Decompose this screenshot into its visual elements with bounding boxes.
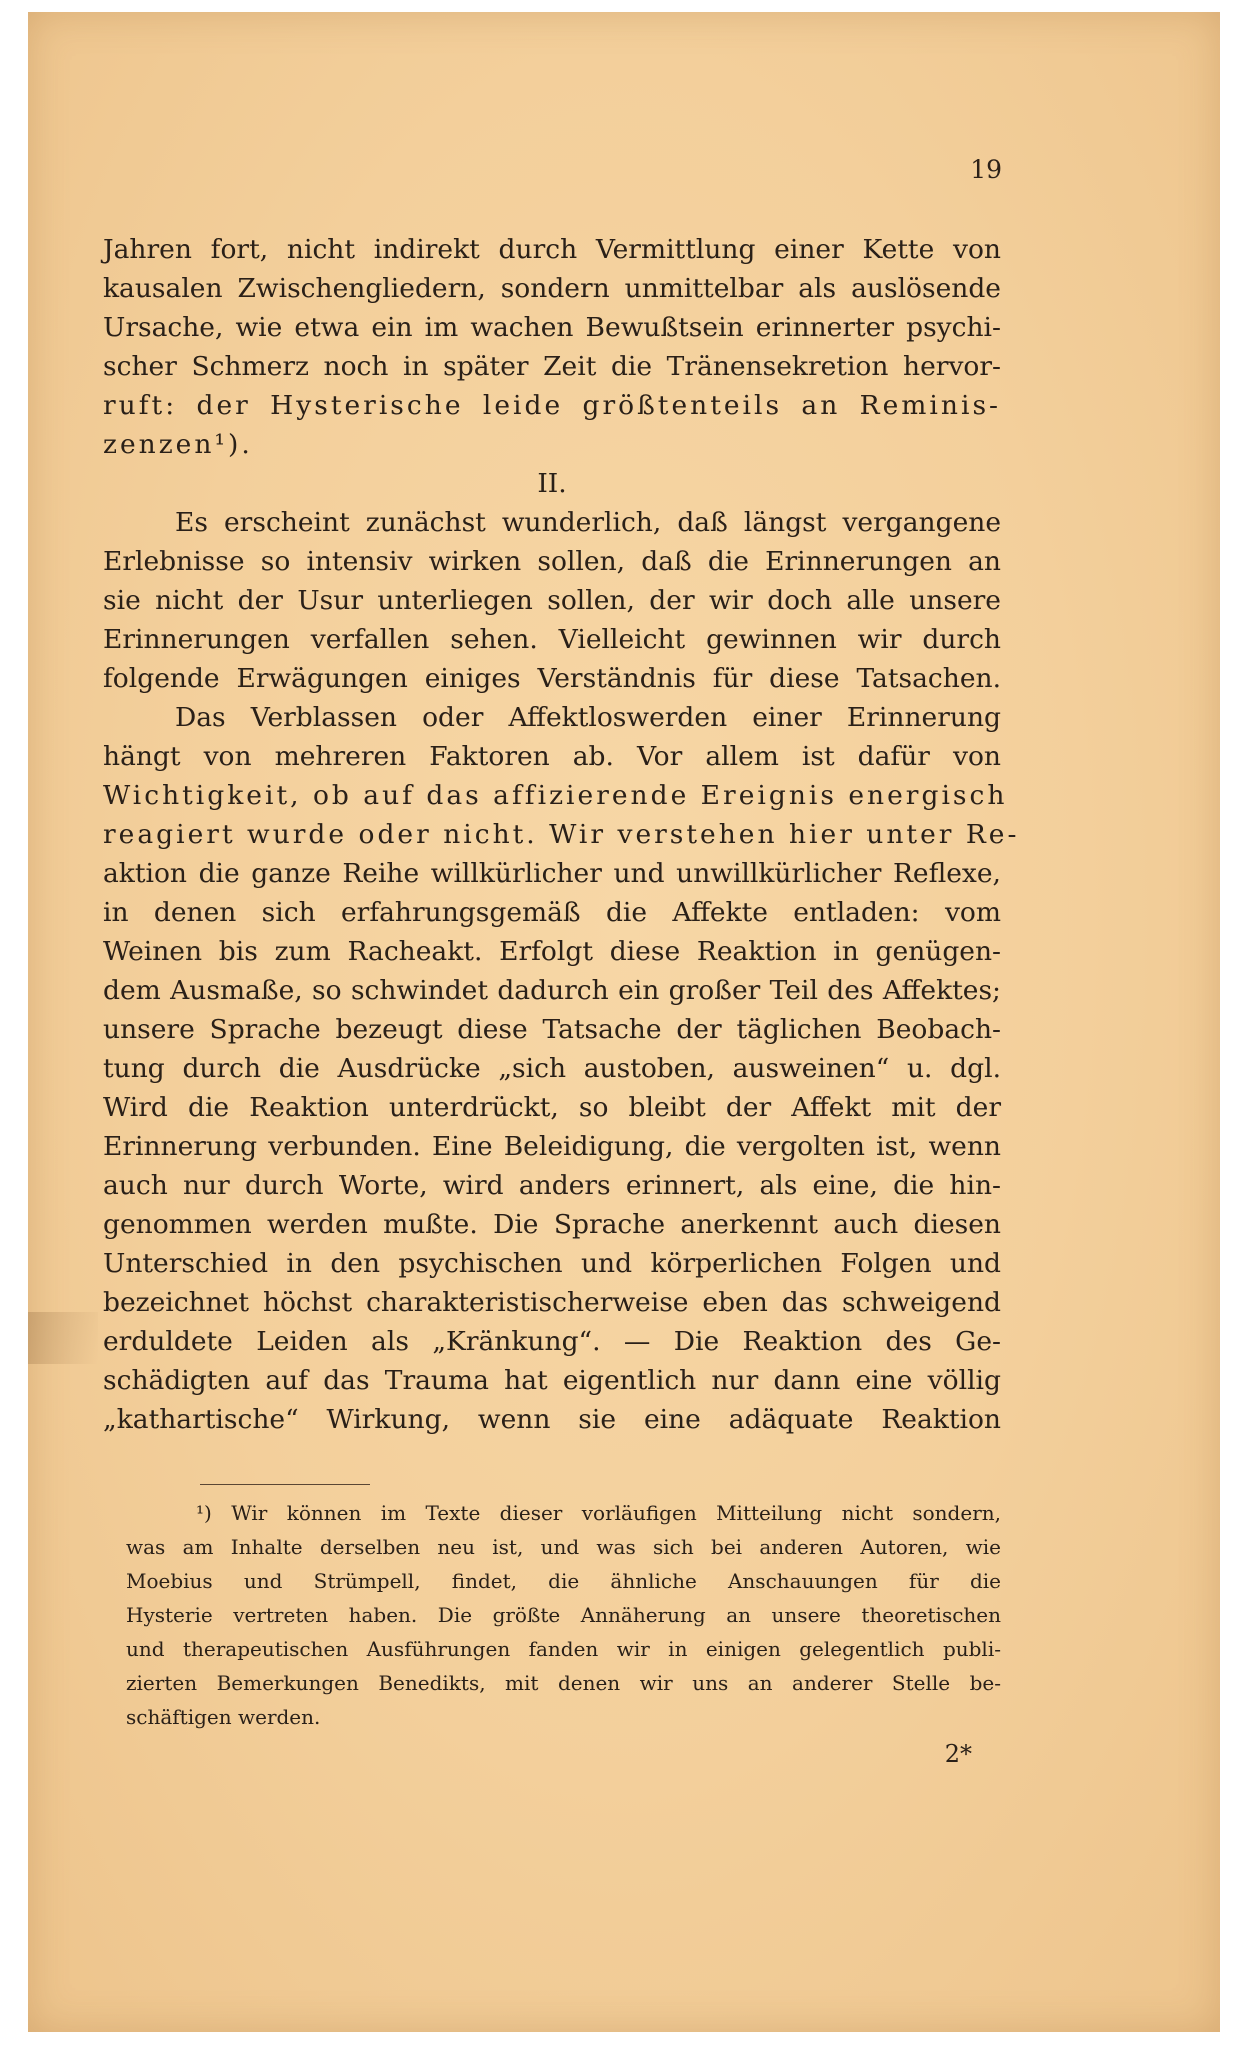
text-line: kausalen Zwischengliedern, sondern unmittelbar als auslösende	[103, 273, 1001, 304]
text-line: Wird die Reaktion unterdrückt, so bleibt der Affekt mit der	[103, 1092, 1001, 1123]
footnote-line: und therapeutischen Ausführungen fanden wir in einigen gelegentlich publi-	[126, 1637, 1001, 1661]
text-line: in denen sich erfahrungsgemäß die Affekte entladen: vom	[103, 897, 1001, 928]
footnote-line: Moebius und Strümpell, findet, die ähnliche Anschauungen für die	[126, 1569, 1001, 1593]
text-line: scher Schmerz noch in später Zeit die Tränensekretion hervor-	[103, 351, 1001, 382]
footnote-line: schäftigen werden.	[126, 1705, 321, 1729]
text-line: Erinnerung verbunden. Eine Beleidigung, die vergolten ist, wenn	[103, 1131, 1001, 1162]
text-line: hängt von mehreren Faktoren ab. Vor allem ist dafür von	[103, 741, 1001, 772]
main-text	[103, 230, 1020, 1439]
text-line: Es erscheint zunächst wunderlich, daß längst vergangene	[175, 507, 1001, 538]
signature-mark: 2*	[944, 1740, 972, 1768]
page-number: 19	[970, 155, 1002, 184]
footnote-line: Hysterie vertreten haben. Die größte Annäherung an unsere theoretischen	[126, 1603, 1001, 1627]
footnote	[126, 1496, 1001, 1734]
text-line: Jahren fort, nicht indirekt durch Vermittlung einer Kette von	[103, 234, 1001, 265]
text-line: Unterschied in den psychischen und körperlichen Folgen und	[103, 1248, 1001, 1279]
text-line: erduldete Leiden als „Kränkung“. — Die Reaktion des Ge-	[103, 1326, 1001, 1357]
text-line: Erinnerungen verfallen sehen. Vielleicht gewinnen wir durch	[103, 624, 1001, 655]
book-page	[28, 12, 1220, 2032]
text-line: auch nur durch Worte, wird anders erinnert, als eine, die hin-	[103, 1170, 1001, 1201]
text-line: zenzen¹).	[103, 429, 253, 460]
footnote-divider	[200, 1484, 370, 1485]
footnote-line: was am Inhalte derselben neu ist, und was sich bei anderen Autoren, wie	[126, 1535, 1001, 1559]
text-line: dem Ausmaße, so schwindet dadurch ein großer Teil des Affektes;	[103, 975, 1001, 1006]
footnote-line: ¹) Wir können im Texte dieser vorläufigen Mitteilung nicht sondern,	[196, 1501, 1001, 1525]
text-line: „kathartische“ Wirkung, wenn sie eine adäquate Reaktion	[103, 1404, 1001, 1435]
text-line: Weinen bis zum Racheakt. Erfolgt diese Reaktion in genügen-	[103, 936, 1001, 967]
footnote-line: zierten Bemerkungen Benedikts, mit denen wir uns an anderer Stelle be-	[126, 1671, 1001, 1695]
text-line: bezeichnet höchst charakteristischerweise eben das schweigend	[103, 1287, 1001, 1318]
text-line: tung durch die Ausdrücke „sich austoben, ausweinen“ u. dgl.	[103, 1053, 1001, 1084]
text-line: folgende Erwägungen einiges Verständnis für diese Tatsachen.	[103, 663, 1001, 694]
page-stain	[28, 1312, 98, 1364]
text-line: schädigten auf das Trauma hat eigentlich nur dann eine völlig	[103, 1365, 1001, 1396]
text-line: ruft: der Hysterische leide größtenteils an Reminis-	[103, 390, 1001, 421]
text-line: Das Verblassen oder Affektloswerden einer Erinnerung	[175, 702, 1001, 733]
text-line: genommen werden mußte. Die Sprache anerkennt auch diesen	[103, 1209, 1001, 1240]
text-line: reagiert wurde oder nicht. Wir verstehen hier unter Re-	[103, 819, 1020, 850]
text-line: Erlebnisse so intensiv wirken sollen, daß die Erinnerungen an	[103, 546, 1001, 577]
text-line: sie nicht der Usur unterliegen sollen, der wir doch alle unsere	[103, 585, 1001, 616]
section-heading: II.	[537, 468, 567, 499]
text-line: aktion die ganze Reihe willkürlicher und unwillkürlicher Reflexe,	[103, 858, 1001, 889]
text-line: Ursache, wie etwa ein im wachen Bewußtsein erinnerter psychi-	[103, 312, 1001, 343]
text-line: unsere Sprache bezeugt diese Tatsache der täglichen Beobach-	[103, 1014, 1001, 1045]
text-line: Wichtigkeit, ob auf das affizierende Ereignis energisch	[103, 780, 1008, 811]
